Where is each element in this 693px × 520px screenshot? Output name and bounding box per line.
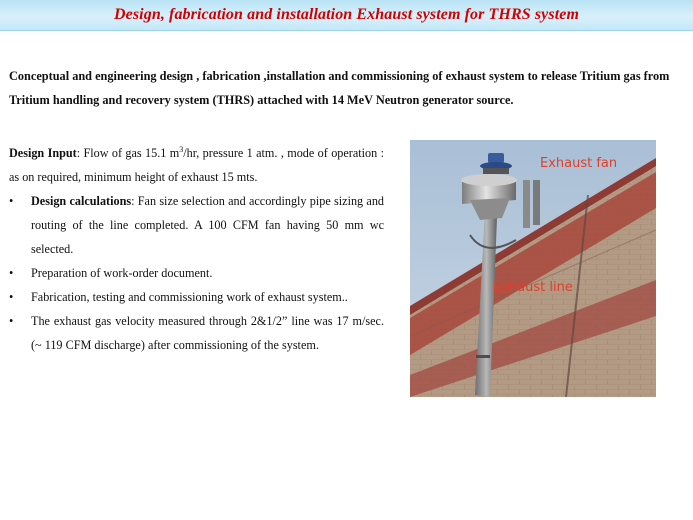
bullet-list — [9, 189, 384, 357]
exhaust-line-label: Exhaust line — [493, 280, 573, 295]
bullet-text: : Fan size selection and accordingly pipe sizing and routing of the line completed. A 100 CFM fan having 50 mm wc selected. — [31, 194, 385, 256]
list-item — [9, 189, 384, 261]
design-input-text-a: : Flow of gas 15.1 m — [76, 146, 180, 160]
bullet-icon: • — [9, 314, 14, 328]
bullet-text: Preparation of work-order document. — [31, 266, 213, 280]
bullet-text: The exhaust gas velocity measured through 2&1/2” line was 17 m/sec. (~ 119 CFM discharge) after commissioning of the system. — [31, 314, 384, 352]
bullet-icon: • — [9, 290, 14, 304]
design-input-paragraph — [9, 141, 384, 189]
bullet-bold: Design calculations — [31, 194, 132, 208]
list-item — [9, 261, 384, 285]
exhaust-photo-illustration — [410, 140, 656, 397]
bullet-icon: • — [9, 266, 14, 280]
list-item — [9, 285, 384, 309]
list-item — [9, 309, 384, 357]
design-input-text-b: /hr, pressure 1 atm. , mode of operation : as on required, minimum height of exhaust 15 mts. — [9, 146, 384, 184]
design-input-label: Design Input — [9, 146, 77, 160]
bullet-icon: • — [9, 194, 14, 208]
exhaust-photo — [410, 140, 656, 397]
slide-title: Design, fabrication and installation Exhaust system for THRS system — [114, 6, 579, 23]
title-bar — [0, 0, 693, 31]
intro-paragraph: Conceptual and engineering design , fabrication ,installation and commissioning of exhaust system to release Tritium gas from Tritium handling and recovery system (THRS) attached with 14 MeV Neutron generator source. — [9, 69, 670, 107]
design-input-superscript: 3 — [179, 144, 184, 154]
bullet-text: Fabrication, testing and commissioning work of exhaust system.. — [31, 290, 348, 304]
design-details — [9, 141, 384, 357]
exhaust-fan-label: Exhaust fan — [540, 156, 618, 171]
